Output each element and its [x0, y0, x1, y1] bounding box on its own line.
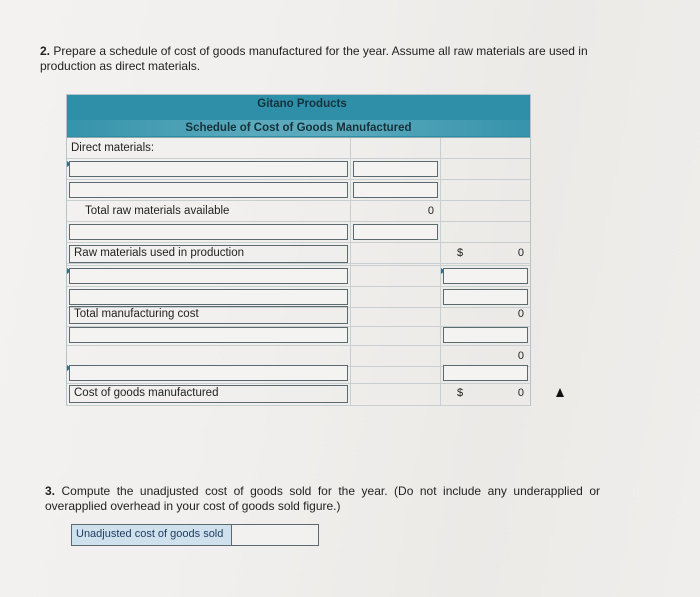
- raw-used-currency: $: [457, 247, 464, 259]
- row2-amount-cell: [351, 159, 441, 179]
- row11-amount-cell: [351, 325, 441, 345]
- row3-total-cell: [441, 180, 530, 200]
- cogm-label-cell: [67, 383, 351, 405]
- cogm-total-cell: [441, 383, 530, 405]
- row13-label-input[interactable]: [69, 365, 348, 381]
- row2-total-cell: [441, 159, 530, 179]
- question-3-number: 3.: [45, 484, 56, 498]
- raw-used-label: Raw materials used in production: [69, 245, 348, 263]
- row-total-raw: [67, 201, 530, 222]
- row-input-1: [67, 159, 530, 180]
- row-raw-used: [67, 243, 530, 266]
- row2-amount-input[interactable]: [353, 161, 438, 177]
- row2-label-input[interactable]: [69, 161, 348, 177]
- row-cogm: [67, 383, 530, 406]
- cogm-amount-cell: [351, 383, 441, 405]
- schedule-title: Schedule of Cost of Goods Manufactured: [67, 120, 530, 136]
- raw-used-value: 0: [517, 247, 524, 259]
- row11-total-cell: [441, 325, 530, 345]
- row5-total-cell: [441, 222, 530, 242]
- row-input-4: [67, 266, 530, 287]
- row-input-2: [67, 180, 530, 201]
- total-raw-amount-cell: [351, 201, 441, 221]
- row11-total-input[interactable]: [443, 327, 528, 343]
- row8-total-input[interactable]: [443, 268, 528, 284]
- total-raw-value: 0: [427, 205, 434, 217]
- row3-amount-cell: [351, 180, 441, 200]
- cogm-value: 0: [517, 387, 524, 399]
- row2-label-cell: [67, 159, 351, 179]
- company-name: Gitano Products: [257, 98, 347, 110]
- row4-total-cell: [441, 201, 530, 221]
- row-input-6: [67, 325, 530, 346]
- row-input-7: [67, 363, 530, 384]
- row9-total-input[interactable]: [443, 289, 528, 305]
- unadjusted-cogs-input[interactable]: [232, 525, 318, 545]
- row11-label-cell: [67, 325, 351, 345]
- row11-label-input[interactable]: [69, 327, 348, 343]
- direct-materials-label: Direct materials:: [67, 138, 351, 158]
- row3-amount-input[interactable]: [353, 182, 438, 198]
- row8-total-cell: [441, 266, 530, 286]
- cogm-schedule: [66, 94, 531, 406]
- question-3: [45, 484, 600, 514]
- raw-used-label-cell: [67, 243, 351, 265]
- question-3-text: Compute the unadjusted cost of goods sold for the year. (Do not include any underapplied or overapplied overhead in your cost of goods sold figure.): [45, 484, 600, 513]
- question-2-number: 2.: [40, 44, 51, 58]
- row13-total-input[interactable]: [443, 365, 528, 381]
- question-2: [40, 44, 600, 74]
- row1-amount-cell: [351, 138, 441, 158]
- row-total-mfg: [67, 304, 530, 327]
- row5-label-input[interactable]: [69, 224, 348, 240]
- row13-label-cell: [67, 363, 351, 383]
- row8-label-cell: [67, 266, 351, 286]
- raw-used-total-cell: [441, 243, 530, 265]
- row13-amount-cell: [351, 363, 441, 383]
- question-2-text: Prepare a schedule of cost of goods manufactured for the year. Assume all raw materials are used in production as direct materials.: [40, 44, 588, 73]
- row3-label-input[interactable]: [69, 182, 348, 198]
- unadjusted-cogs-label: Unadjusted cost of goods sold: [72, 525, 232, 545]
- mouse-cursor-icon: [556, 388, 564, 397]
- total-mfg-label: Total manufacturing cost: [69, 306, 348, 324]
- raw-used-amount-cell: [351, 243, 441, 265]
- row5-label-cell: [67, 222, 351, 242]
- row5-amount-cell: [351, 222, 441, 242]
- row9-label-input[interactable]: [69, 289, 348, 305]
- total-mfg-value: 0: [517, 308, 524, 320]
- total-raw-label: Total raw materials available: [67, 201, 351, 221]
- cogm-currency: $: [457, 387, 464, 399]
- unadjusted-cogs-row: [71, 524, 319, 546]
- row8-label-input[interactable]: [69, 268, 348, 284]
- total-mfg-amount-cell: [351, 304, 441, 326]
- row5-amount-input[interactable]: [353, 224, 438, 240]
- cogm-label: Cost of goods manufactured: [69, 385, 348, 403]
- row8-amount-cell: [351, 266, 441, 286]
- row13-total-cell: [441, 363, 530, 383]
- schedule-header: [67, 95, 530, 138]
- total-mfg-label-cell: [67, 304, 351, 326]
- row-direct-materials: [67, 138, 530, 159]
- row3-label-cell: [67, 180, 351, 200]
- row1-total-cell: [441, 138, 530, 158]
- row-input-3: [67, 222, 530, 243]
- subtotal-value: 0: [517, 350, 524, 362]
- total-mfg-total-cell: [441, 304, 530, 326]
